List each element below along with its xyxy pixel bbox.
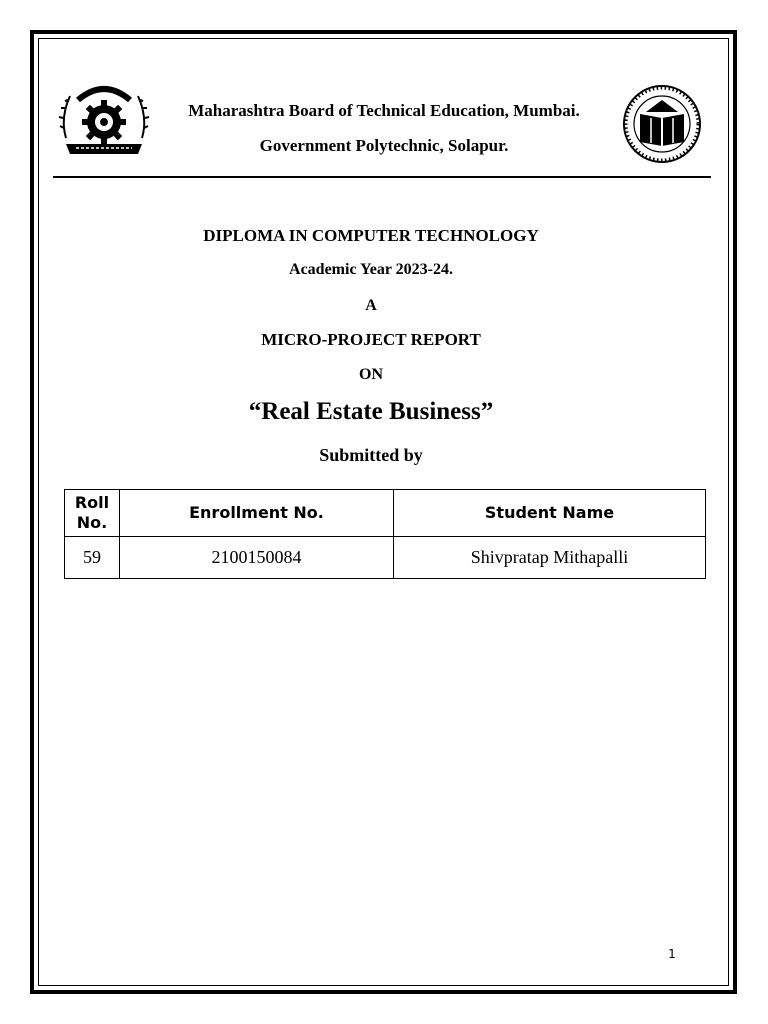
report-type: MICRO-PROJECT REPORT [261, 330, 481, 349]
table-header-row [65, 490, 706, 537]
roll-no-cell: 59 [65, 537, 120, 579]
on-label: ON [359, 366, 383, 383]
column-header-enrollment-no: Enrollment No. [120, 490, 394, 537]
enrollment-no-cell: 2100150084 [120, 537, 394, 579]
institute-name: Government Polytechnic, Solapur. [259, 136, 509, 155]
student-table [64, 489, 706, 579]
article-a: A [365, 297, 377, 314]
seal-book-logo-icon [618, 84, 706, 164]
academic-year: Academic Year 2023-24. [289, 261, 453, 278]
page-number: 1 [668, 947, 676, 961]
header-divider [53, 176, 711, 178]
board-name: Maharashtra Board of Technical Education, Mumbai. [188, 101, 580, 120]
student-name-cell: Shivpratap Mithapalli [394, 537, 706, 579]
column-header-roll-no: Roll No. [65, 490, 120, 537]
table-row [65, 537, 706, 579]
project-title: “Real Estate Business” [248, 398, 494, 425]
column-header-student-name: Student Name [394, 490, 706, 537]
diploma-title: DIPLOMA IN COMPUTER TECHNOLOGY [203, 226, 539, 245]
submitted-by: Submitted by [319, 445, 423, 465]
